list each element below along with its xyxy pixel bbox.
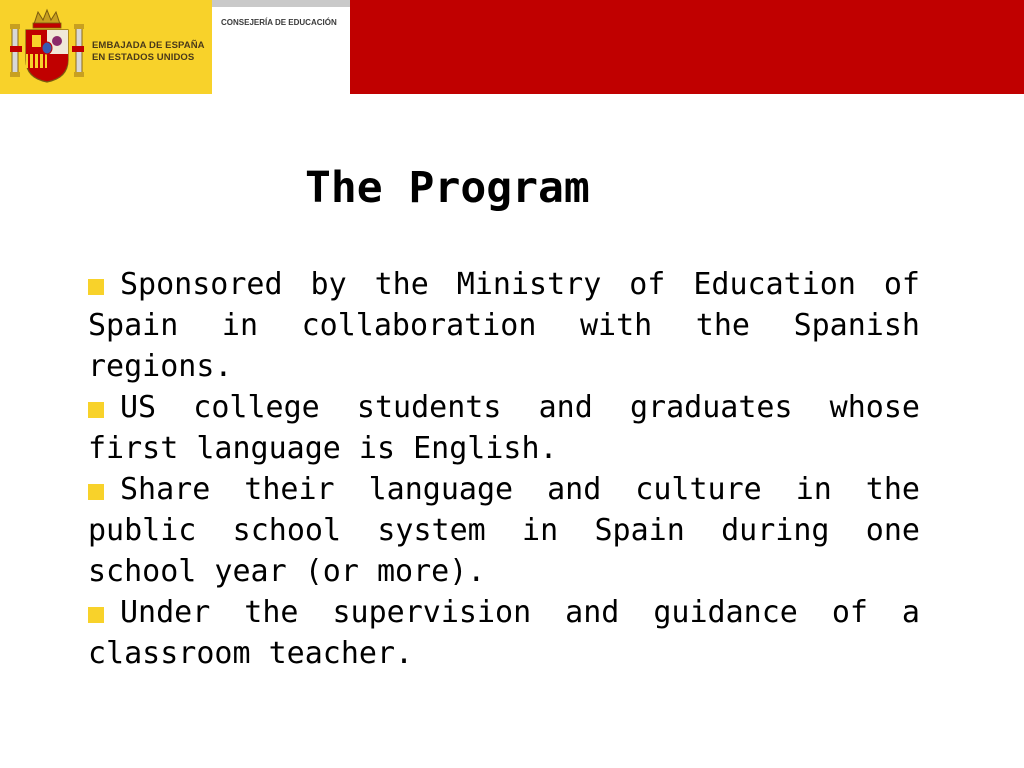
- bullet-text: Under the supervision and guidance of a classroom teacher.: [88, 595, 920, 671]
- embassy-name-line2: EN ESTADOS UNIDOS: [92, 52, 195, 63]
- square-bullet-icon: [88, 607, 104, 623]
- square-bullet-icon: [88, 402, 104, 418]
- consejeria-top-bar: [212, 0, 350, 7]
- consejeria-label: CONSEJERÍA DE EDUCACIÓN: [221, 18, 337, 27]
- bullet-text: Share their language and culture in the public school system in Spain during one school year (or more).: [88, 472, 920, 589]
- slide-title: The Program: [305, 163, 590, 213]
- square-bullet-icon: [88, 484, 104, 500]
- square-bullet-icon: [88, 279, 104, 295]
- embassy-name-line1: EMBAJADA DE ESPAÑA: [92, 40, 205, 51]
- slide-header: [0, 0, 1024, 94]
- bullet-item: [88, 387, 920, 469]
- embassy-name: [92, 40, 205, 64]
- embassy-logo-block: [0, 0, 212, 94]
- bullet-item: [88, 469, 920, 592]
- slide-bullet-list: [88, 264, 920, 674]
- coat-of-arms-icon: [10, 8, 84, 84]
- consejeria-block: [212, 0, 350, 94]
- bullet-text: Sponsored by the Ministry of Education of Spain in collaboration with the Spanish regions.: [88, 267, 920, 384]
- bullet-item: [88, 264, 920, 387]
- bullet-item: [88, 592, 920, 674]
- bullet-text: US college students and graduates whose first language is English.: [88, 390, 920, 466]
- header-red-band: [350, 0, 1024, 94]
